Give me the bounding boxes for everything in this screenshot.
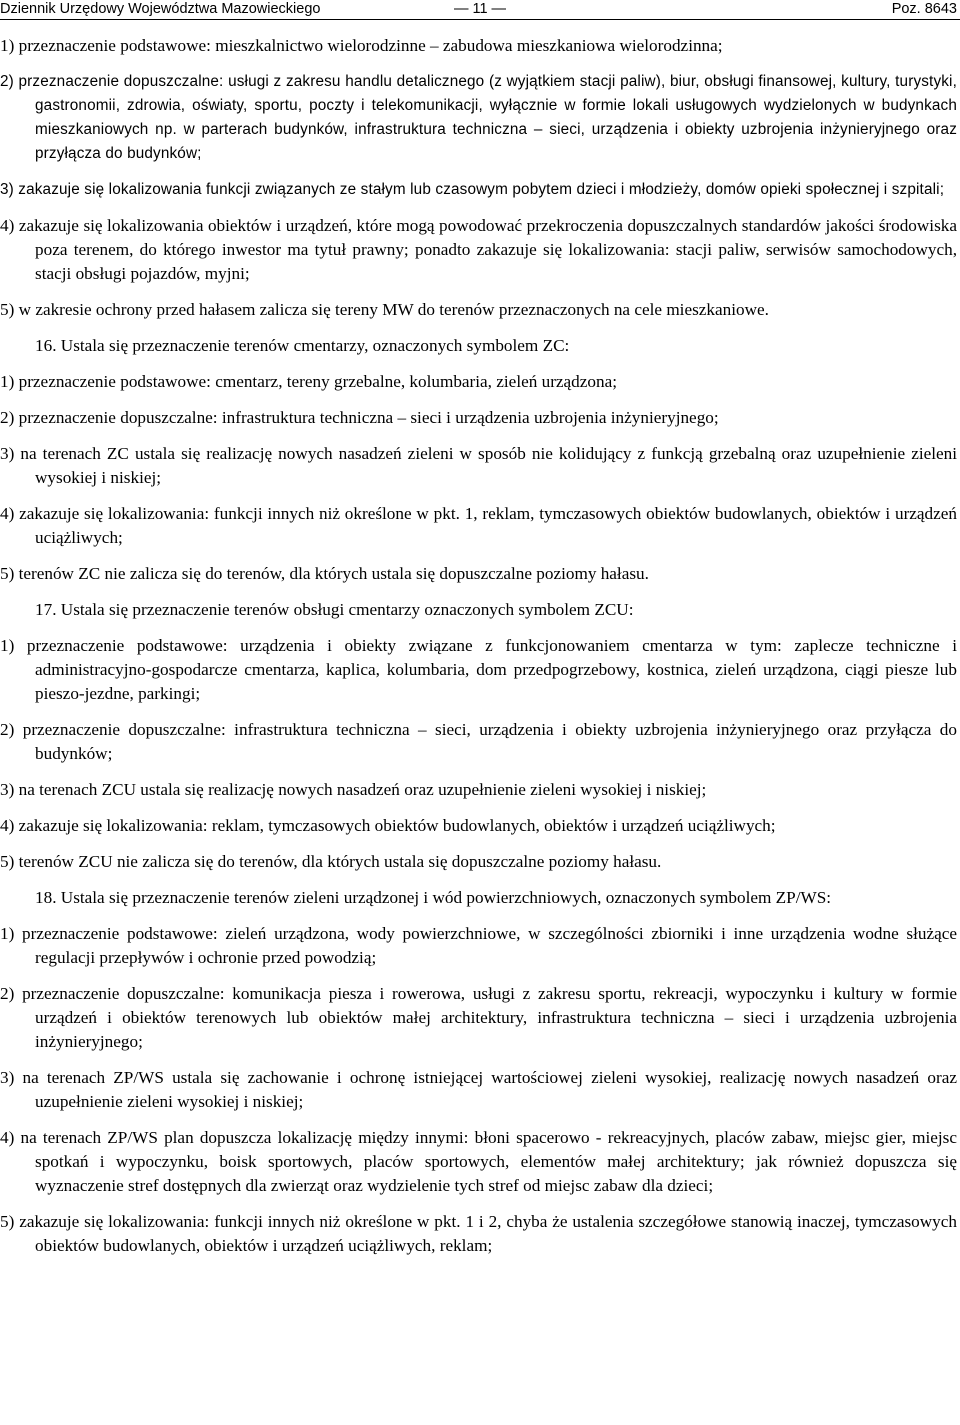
zone-zcu-item-5: 5) terenów ZCU nie zalicza się do terenów, dla których ustala się dopuszczalne poziomy hałasu.: [0, 852, 662, 871]
zone-zpws-item-4: 4) na terenach ZP/WS plan dopuszcza lokalizację między innymi: błoni spacerowo - rekreacyjnych, placów zabaw, miejsc gier, miejsc spotkań i wypoczynku, boisk sportowych, placów sportowych, elementów małej architektury; jak również dopuszcza się wyznaczenie stref dostępnych dla zwierząt oraz wydzielenie tych stref od miejsc zabaw dla dzieci;: [0, 1128, 957, 1195]
zone-mw-item-5: 5) w zakresie ochrony przed hałasem zalicza się tereny MW do terenów przeznaczonych na cele mieszkaniowe.: [0, 300, 769, 319]
zone-zpws-item-3: 3) na terenach ZP/WS ustala się zachowanie i ochronę istniejącej wartościowej zieleni wysokiej, realizację nowych nasadzeń oraz uzupełnienie zieleni wysokiej i niskiej;: [0, 1068, 957, 1111]
section-17-heading: 17. Ustala się przeznaczenie terenów obsługi cmentarzy oznaczonych symbolem ZCU:: [35, 600, 634, 619]
journal-title: Dziennik Urzędowy Województwa Mazowieckiego: [0, 1, 321, 17]
document-body: [0, 34, 957, 1270]
zone-zcu-item-2: 2) przeznaczenie dopuszczalne: infrastruktura techniczna – sieci, urządzenia i obiekty uzbrojenia inżynieryjnego oraz przyłącza do budynków;: [0, 720, 957, 763]
zone-zcu-item-4: 4) zakazuje się lokalizowania: reklam, tymczasowych obiektów budowlanych, obiektów i urządzeń uciążliwych;: [0, 816, 776, 835]
zone-zc-item-5: 5) terenów ZC nie zalicza się do terenów, dla których ustala się dopuszczalne poziomy hałasu.: [0, 564, 649, 583]
zone-zc-item-1: 1) przeznaczenie podstawowe: cmentarz, tereny grzebalne, kolumbaria, zieleń urządzona;: [0, 372, 617, 391]
zone-mw-item-4: 4) zakazuje się lokalizowania obiektów i urządzeń, które mogą powodować przekroczenia dopuszczalnych standardów jakości środowiska poza terenem, do którego inwestor ma tytuł prawny; ponadto zakazuje się lokalizowania: stacji paliw, serwisów samochodowych, stacji obsługi pojazdów, myjni;: [0, 216, 957, 283]
position-number: Poz. 8643: [891, 1, 957, 17]
zone-zc-item-4: 4) zakazuje się lokalizowania: funkcji innych niż określone w pkt. 1, reklam, tymczasowych obiektów budowlanych, obiektów i urządzeń uciążliwych;: [0, 504, 957, 547]
zone-zpws-item-5: 5) zakazuje się lokalizowania: funkcji innych niż określone w pkt. 1 i 2, chyba że ustalenia szczegółowe stanowią inaczej, tymczasowych obiektów budowlanych, obiektów i urządzeń uciążliwych, reklam;: [0, 1212, 957, 1255]
zone-zpws-item-2: 2) przeznaczenie dopuszczalne: komunikacja piesza i rowerowa, usługi z zakresu sportu, rekreacji, wypoczynku i kultury w formie urządzeń i obiektów terenowych lub obiektów małej architektury, infrastruktura techniczna – sieci i urządzenia uzbrojenia inżynieryjnego;: [0, 984, 957, 1051]
zone-zcu-item-1: 1) przeznaczenie podstawowe: urządzenia i obiekty związane z funkcjonowaniem cmentarza w tym: zaplecze techniczne i administracyjno-gospodarcze cmentarza, kaplica, kolumbaria, dom przedpogrzebowy, kostnica, zieleń urządzona, ciągi piesze lub pieszo-jezdne, parkingi;: [0, 636, 957, 703]
zone-zpws-item-1: 1) przeznaczenie podstawowe: zieleń urządzona, wody powierzchniowe, w szczególności zbiorniki i inne urządzenia wodne służące regulacji przepływów i ochronie przed powodzią;: [0, 924, 957, 967]
zone-zc-item-3: 3) na terenach ZC ustala się realizację nowych nasadzeń zieleni w sposób nie kolidujący z funkcją grzebalną oraz uzupełnienie zieleni wysokiej i niskiej;: [0, 444, 957, 487]
zone-mw-item-3: 3) zakazuje się lokalizowania funkcji związanych ze stałym lub czasowym pobytem dzieci i młodzieży, domów opieki społecznej i szpitali;: [0, 181, 945, 198]
page-number: — 11 —: [453, 1, 507, 17]
section-16-heading: 16. Ustala się przeznaczenie terenów cmentarzy, oznaczonych symbolem ZC:: [35, 336, 570, 355]
zone-zc-item-2: 2) przeznaczenie dopuszczalne: infrastruktura techniczna – sieci i urządzenia uzbrojenia inżynieryjnego;: [0, 408, 719, 427]
page-header: [0, 0, 960, 18]
zone-mw-item-1: 1) przeznaczenie podstawowe: mieszkalnictwo wielorodzinne – zabudowa mieszkaniowa wielorodzinna;: [0, 36, 723, 55]
section-18-heading: 18. Ustala się przeznaczenie terenów zieleni urządzonej i wód powierzchniowych, oznaczonych symbolem ZP/WS:: [35, 888, 832, 907]
header-rule: [0, 19, 960, 20]
zone-mw-item-2: 2) przeznaczenie dopuszczalne: usługi z zakresu handlu detalicznego (z wyjątkiem stacji paliw), biur, obsługi finansowej, kultury, turystyki, gastronomii, zdrowia, oświaty, sportu, poczty i telekomunikacji, wyłącznie w formie lokali usługowych wydzielonych w budynkach mieszkaniowych np. w parterach budynków, infrastruktura techniczna – sieci, urządzenia i obiekty uzbrojenia inżynieryjnego oraz przyłącza do budynków;: [0, 73, 957, 162]
zone-zcu-item-3: 3) na terenach ZCU ustala się realizację nowych nasadzeń oraz uzupełnienie zieleni wysokiej i niskiej;: [0, 780, 707, 799]
